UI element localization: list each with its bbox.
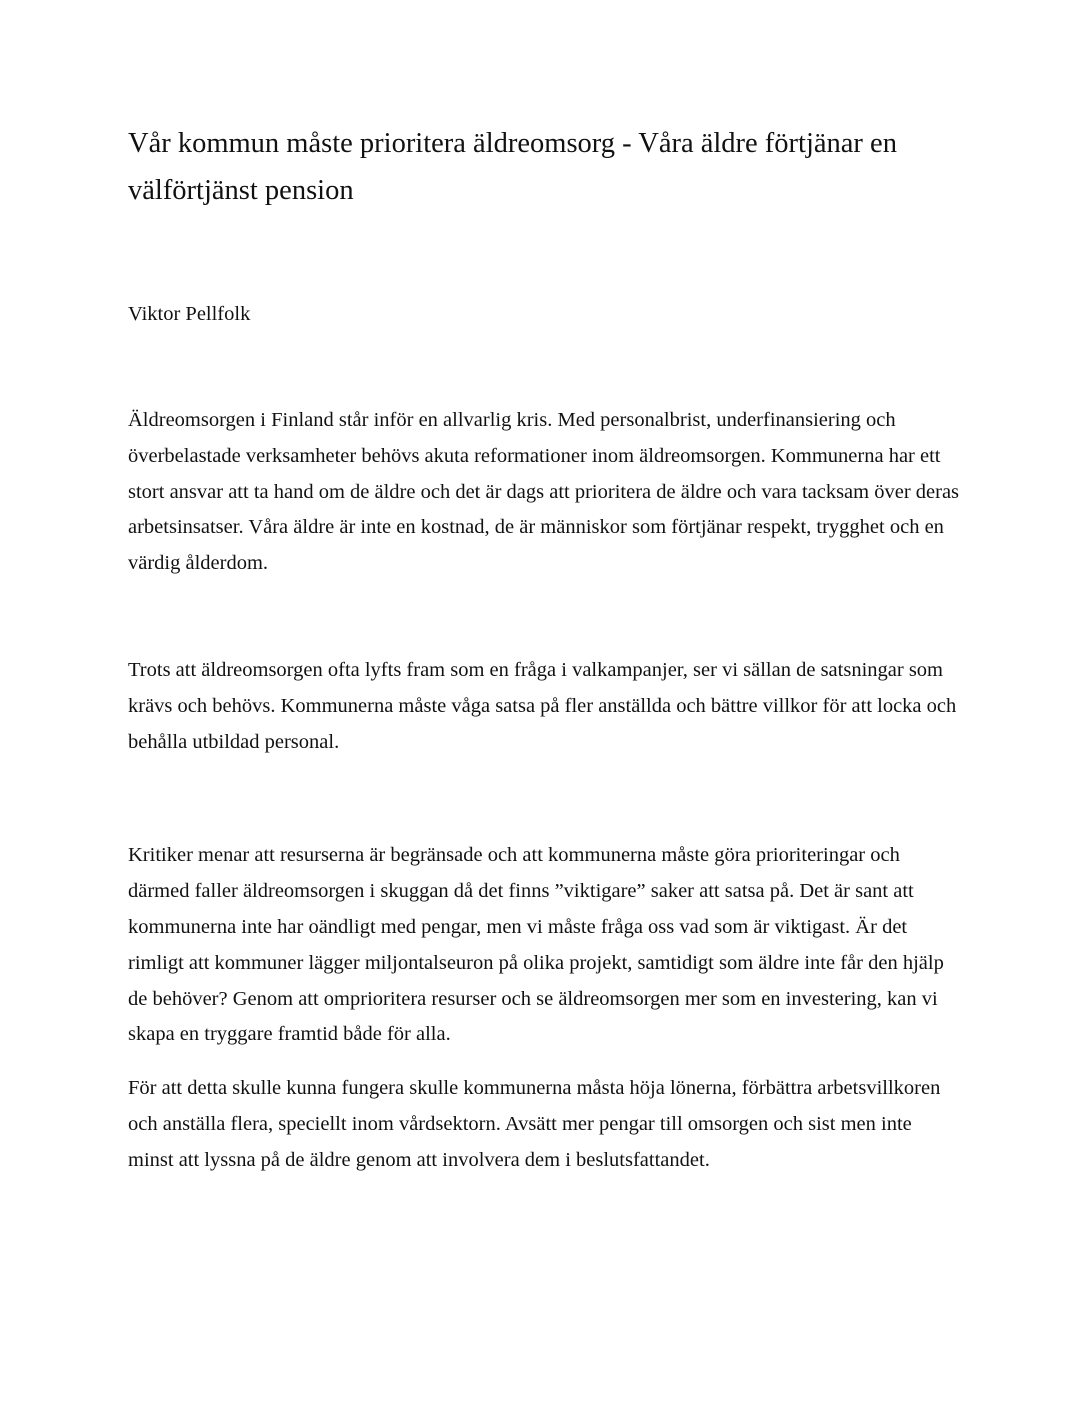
document-body [128, 120, 960, 1179]
paragraph-3: Kritiker menar att resurserna är begränsade och att kommunerna måste göra prioriteringar och därmed faller äldreomsorgen i skuggan då det finns ”viktigare” saker att satsa på. Det är sant att kommunerna inte har oändligt med pengar, men vi måste fråga oss vad som är viktigast. Är det rimligt att kommuner lägger miljontalseuron på olika projekt, samtidigt som äldre inte får den hjälp de behöver? Genom att omprioritera resurser och se äldreomsorgen mer som en investering, kan vi skapa en tryggare framtid både för alla. [128, 844, 944, 1046]
paragraph-2: Trots att äldreomsorgen ofta lyfts fram som en fråga i valkampanjer, ser vi sällan de satsningar som krävs och behövs. Kommunerna måste våga satsa på fler anställda och bättre villkor för att locka och behålla utbildad personal. [128, 658, 957, 753]
paragraph-4: För att detta skulle kunna fungera skulle kommunerna måsta höja lönerna, förbättra arbetsvillkoren och anställa flera, speciellt inom vårdsektorn. Avsätt mer pengar till omsorgen och sist men inte minst att lyssna på de äldre genom att involvera dem i beslutsfattandet. [128, 1077, 941, 1171]
paragraph-1: Äldreomsorgen i Finland står inför en allvarlig kris. Med personalbrist, underfinansiering och överbelastade verksamheter behövs akuta reformationer inom äldreomsorgen. Kommunerna har ett stort ansvar att ta hand om de äldre och det är dags att prioritera de äldre och vara tacksam över deras arbetsinsatser. Våra äldre är inte en kostnad, de är människor som förtjänar respekt, trygghet och en värdig ålderdom. [128, 409, 960, 575]
document-title: Vår kommun måste prioritera äldreomsorg - Våra äldre förtjänar en välförtjänst pension [128, 128, 897, 206]
author-name: Viktor Pellfolk [128, 303, 251, 325]
